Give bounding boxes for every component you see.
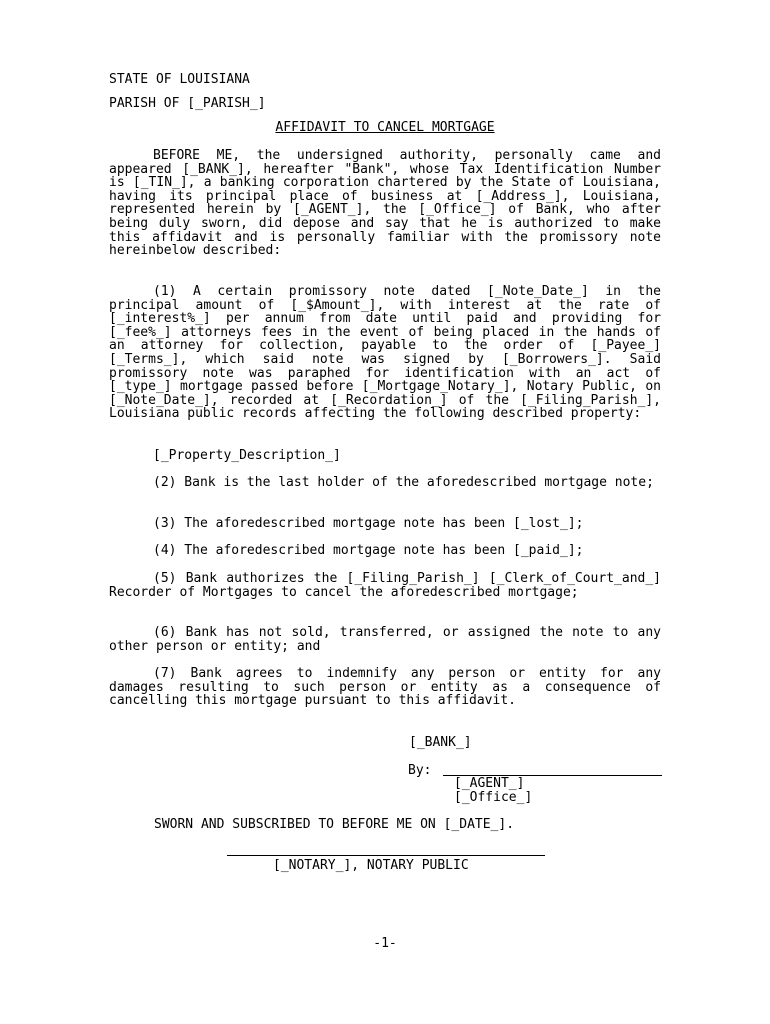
property-description: [_Property_Description_] [153, 448, 341, 463]
state-heading: STATE OF LOUISIANA [109, 72, 250, 87]
notary-signature-line [227, 855, 545, 856]
signature-by-row [408, 764, 662, 778]
page-number: -1- [373, 936, 397, 951]
signature-by-label: By: [408, 763, 432, 778]
item-5-paragraph: (5) Bank authorizes the [_Filing_Parish_] [_Clerk_of_Court_and_] Recorder of Mortgages to cancel the aforedescribed mortgage; [109, 571, 661, 600]
item-6-paragraph: (6) Bank has not sold, transferred, or assigned the note to any other person or entity; and [109, 625, 661, 654]
notary-label: [_NOTARY_], NOTARY PUBLIC [273, 858, 469, 873]
sworn-statement: SWORN AND SUBSCRIBED TO BEFORE ME ON [_DATE_]. [154, 817, 515, 832]
signature-bank-name: [_BANK_] [409, 735, 472, 750]
signature-office: [_Office_] [454, 790, 533, 805]
parish-heading: PARISH OF [_PARISH_] [109, 96, 266, 111]
intro-paragraph: BEFORE ME, the undersigned authority, personally came and appeared [_BANK_], hereafter "Bank", whose Tax Identification Number is [_TIN_], a banking corporation chartered by the State of Louisiana, having its principal place of business at [_Address_], Louisiana, represented herein by [_AGENT_], the [_Office_] of Bank, who after being duly sworn, did depose and say that he is authorized to make this affidavit and is personally familiar with the promissory note hereinbelow described: [109, 148, 661, 259]
item-1-paragraph: (1) A certain promissory note dated [_Note_Date_] in the principal amount of [_$Amount_], with interest at the rate of [_interest%_] per annum from date until paid and providing for [_fee%_] attorneys fees in the event of being placed in the hands of an attorney for collection, payable to the order of [_Payee_] [_Terms_], which said note was signed by [_Borrowers_]. Said promissory note was paraphed for identification with an act of [_type_] mortgage passed before [_Mortgage_Notary_], Notary Public, on [_Note_Date_], recorded at [_Recordation_] of the [_Filing_Parish_], Louisiana public records affecting the following described property: [109, 284, 661, 422]
item-3-paragraph: (3) The aforedescribed mortgage note has been [_lost_]; [153, 516, 584, 531]
signature-agent: [_AGENT_] [454, 776, 525, 791]
item-4-paragraph: (4) The aforedescribed mortgage note has been [_paid_]; [153, 543, 584, 558]
document-title: AFFIDAVIT TO CANCEL MORTGAGE [275, 120, 495, 135]
item-7-paragraph: (7) Bank agrees to indemnify any person or entity for any damages resulting to such person or entity as a consequence of cancelling this mortgage pursuant to this affidavit. [109, 666, 661, 709]
item-2-paragraph: (2) Bank is the last holder of the aforedescribed mortgage note; [153, 475, 654, 490]
